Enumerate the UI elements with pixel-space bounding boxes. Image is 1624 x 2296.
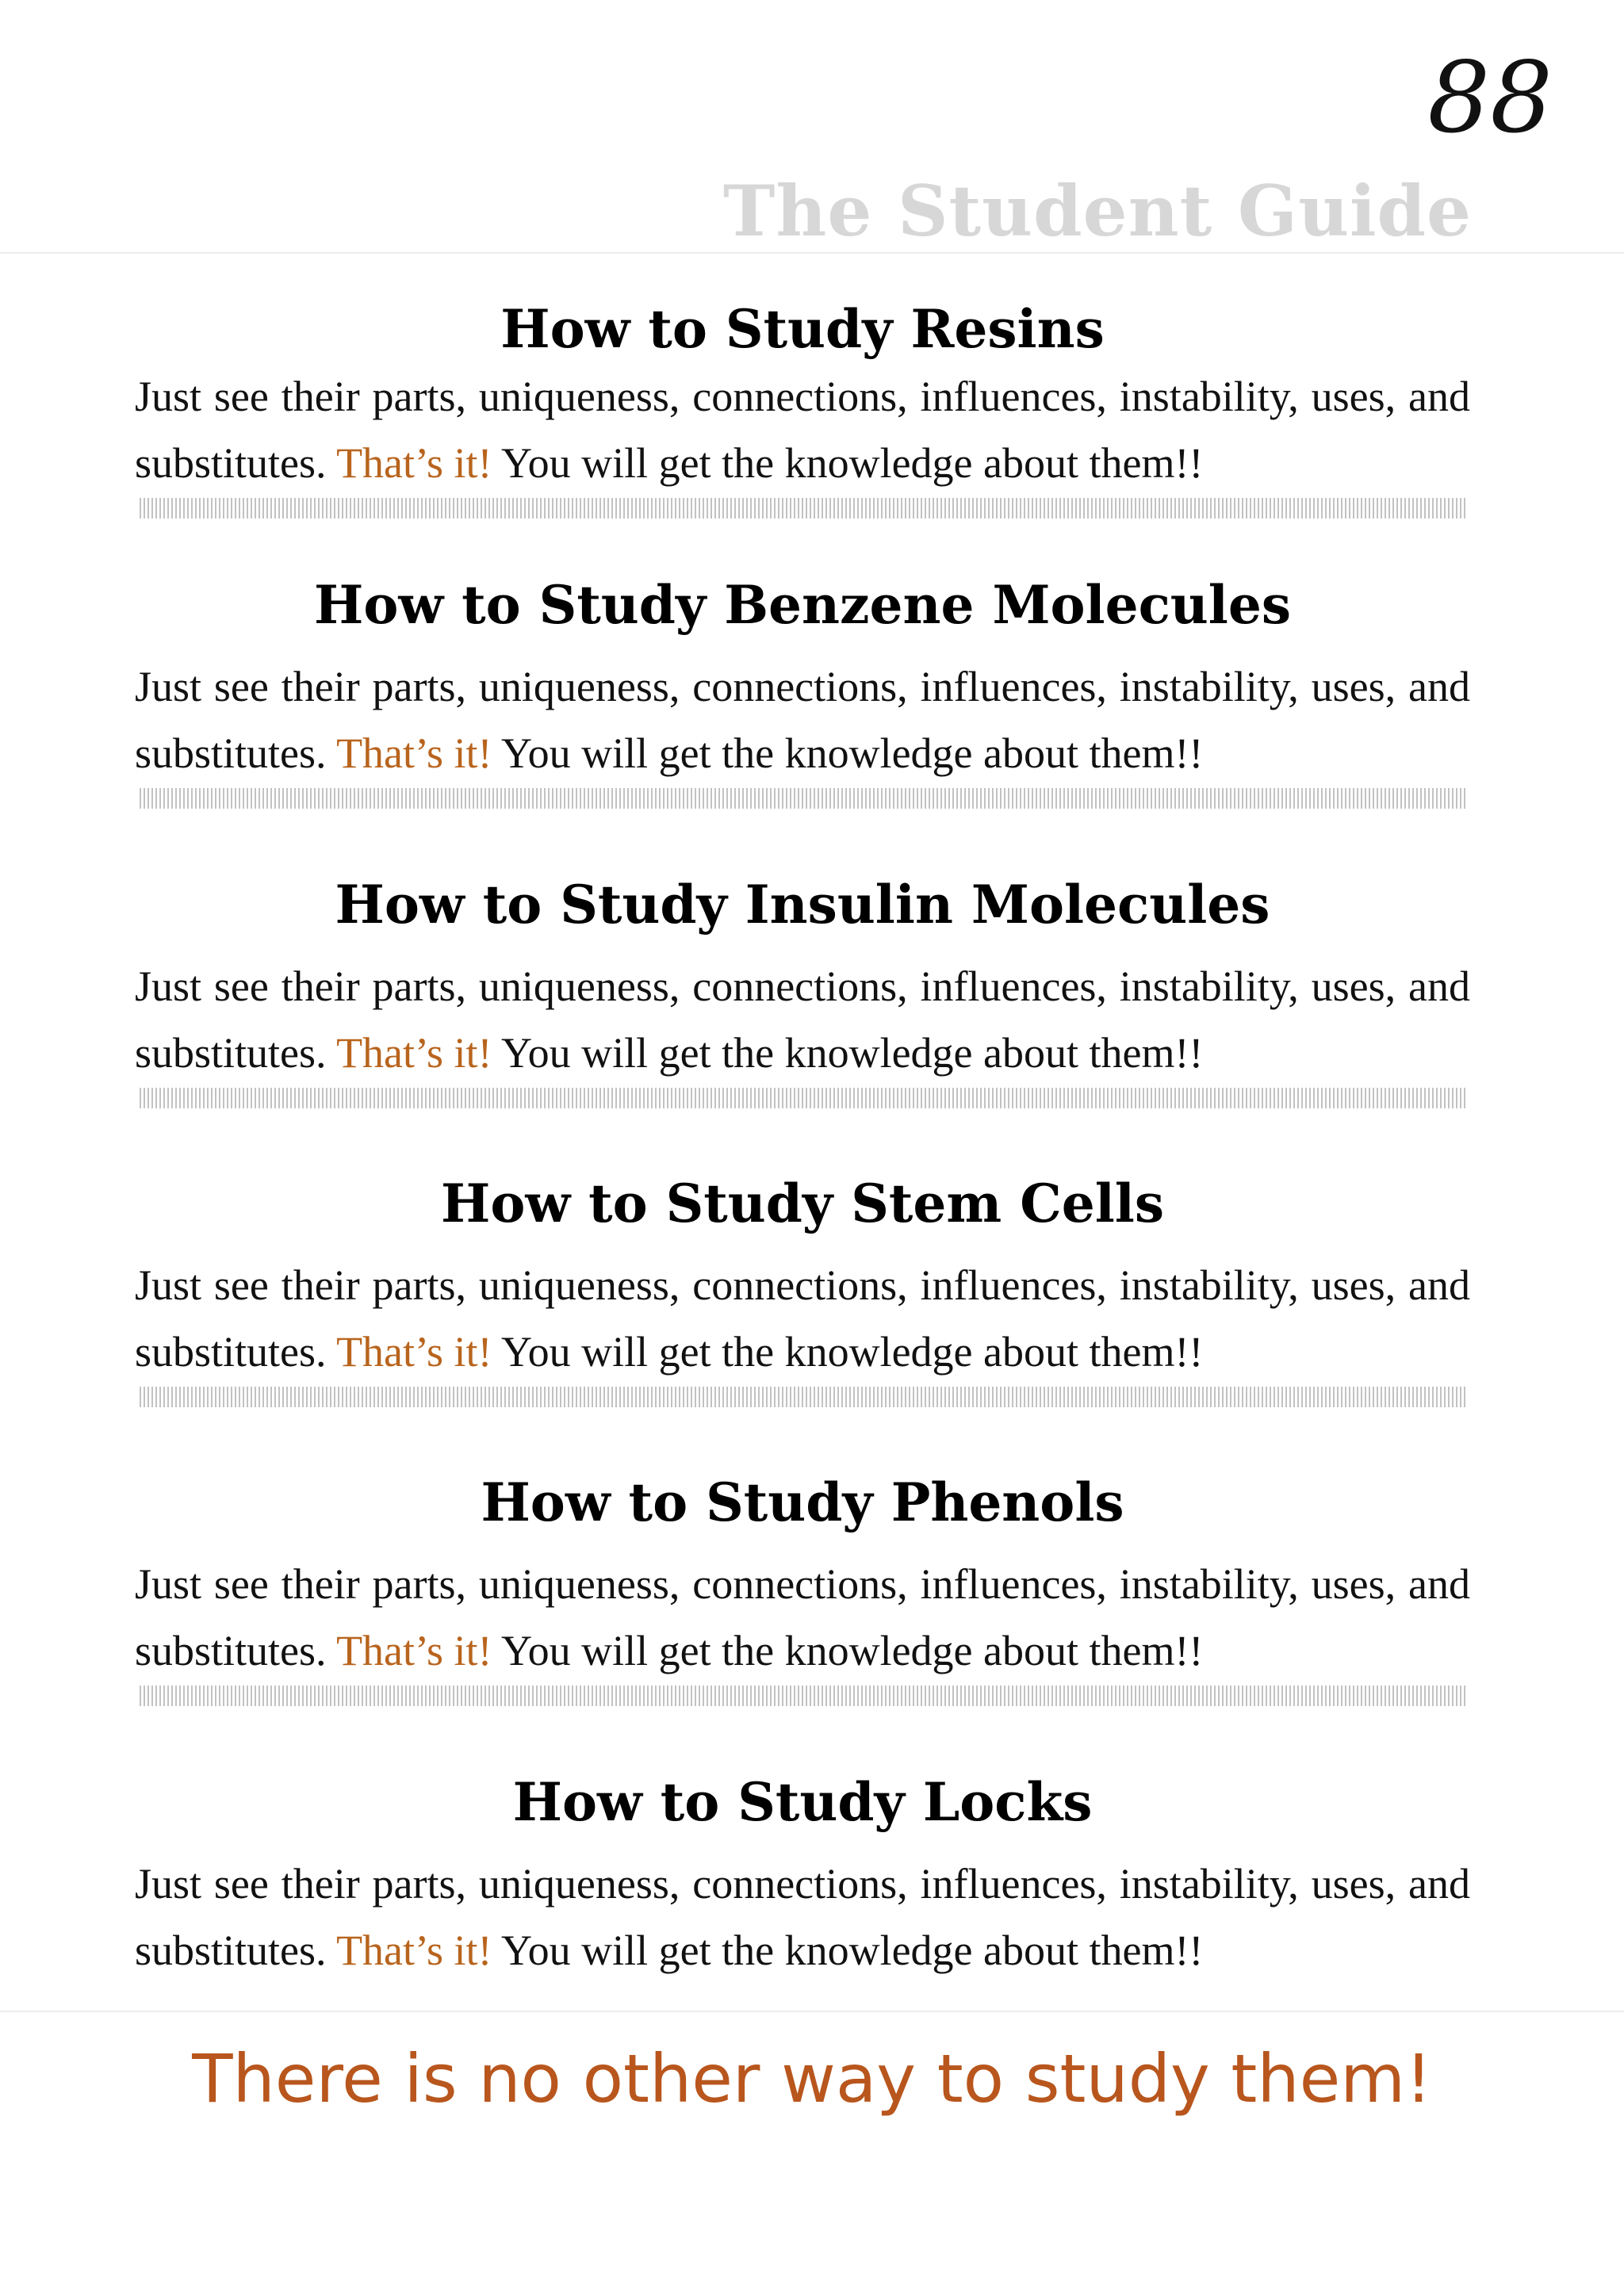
divider — [140, 498, 1465, 519]
section-heading: How to Study Resins — [500, 298, 1105, 360]
body-text: You will get the knowledge about them!! — [492, 729, 1204, 777]
guide-title: The Student Guide — [722, 170, 1472, 252]
body-text: You will get the knowledge about them!! — [492, 1627, 1204, 1674]
closing-text: There is no other way to study them! — [192, 2040, 1432, 2118]
body-text: You will get the knowledge about them!! — [492, 1927, 1204, 1974]
section-heading: How to Study Phenols — [481, 1471, 1124, 1533]
section-body — [135, 1252, 1470, 1385]
divider — [140, 788, 1465, 809]
section-body — [135, 1850, 1470, 1984]
body-text: Just see their parts, uniqueness, connections, influences, instability, uses, and substitutes. — [135, 663, 1470, 777]
section-body — [135, 1551, 1470, 1684]
accent-text: That’s it! — [336, 439, 492, 487]
accent-text: That’s it! — [336, 1627, 492, 1674]
body-text: You will get the knowledge about them!! — [492, 1029, 1204, 1077]
divider — [140, 1387, 1465, 1407]
section-benzene-molecules — [135, 574, 1470, 809]
bottom-rule — [0, 2011, 1624, 2012]
body-text: Just see their parts, uniqueness, connections, influences, instability, uses, and substitutes. — [135, 1261, 1470, 1376]
body-text: Just see their parts, uniqueness, connections, influences, instability, uses, and substitutes. — [135, 1560, 1470, 1674]
section-body — [135, 363, 1470, 496]
section-insulin-molecules — [135, 874, 1470, 1108]
accent-text: That’s it! — [336, 729, 492, 777]
divider — [140, 1686, 1465, 1706]
section-heading: How to Study Stem Cells — [440, 1173, 1165, 1234]
accent-text: That’s it! — [336, 1029, 492, 1077]
page-number: 88 — [1427, 41, 1553, 155]
section-body — [135, 653, 1470, 786]
body-text: Just see their parts, uniqueness, connections, influences, instability, uses, and substitutes. — [135, 373, 1470, 487]
body-text: You will get the knowledge about them!! — [492, 439, 1204, 487]
top-rule — [0, 252, 1624, 254]
body-text: You will get the knowledge about them!! — [492, 1328, 1204, 1376]
section-locks — [135, 1771, 1470, 1984]
divider — [140, 1088, 1465, 1108]
accent-text: That’s it! — [336, 1927, 492, 1974]
section-heading: How to Study Locks — [512, 1771, 1093, 1833]
section-stem-cells — [135, 1173, 1470, 1407]
section-resins — [135, 298, 1470, 519]
section-phenols — [135, 1471, 1470, 1706]
section-heading: How to Study Benzene Molecules — [314, 574, 1291, 636]
body-text: Just see their parts, uniqueness, connections, influences, instability, uses, and substitutes. — [135, 962, 1470, 1077]
section-body — [135, 953, 1470, 1086]
section-heading: How to Study Insulin Molecules — [335, 874, 1270, 936]
accent-text: That’s it! — [336, 1328, 492, 1376]
body-text: Just see their parts, uniqueness, connections, influences, instability, uses, and substitutes. — [135, 1860, 1470, 1974]
